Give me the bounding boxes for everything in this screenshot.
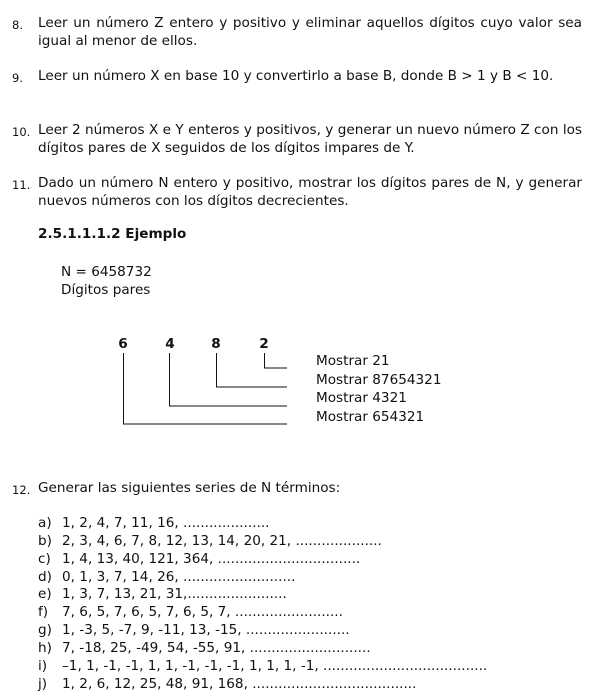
series-dots: ......................... bbox=[234, 604, 343, 620]
exercise-number: 9. bbox=[12, 71, 23, 85]
series-item bbox=[38, 585, 287, 603]
series-dots: ....................... bbox=[187, 586, 287, 602]
series-dots: ...................................... bbox=[252, 676, 417, 692]
series-text: 7, -18, 25, -49, 54, -55, 91, bbox=[62, 640, 246, 656]
series-text: –1, 1, -1, -1, 1, 1, -1, -1, -1, 1, 1, 1, -1, bbox=[62, 658, 319, 674]
exercise-number: 8. bbox=[12, 18, 23, 32]
series-item bbox=[38, 550, 360, 568]
series-dots: ............................ bbox=[249, 640, 371, 656]
digit-2: 2 bbox=[259, 336, 269, 352]
series-label: j) bbox=[38, 676, 48, 692]
series-item bbox=[38, 603, 343, 621]
series-item bbox=[38, 675, 416, 693]
example-heading: 2.5.1.1.1.2 Ejemplo bbox=[38, 226, 187, 242]
series-text: 1, 2, 4, 7, 11, 16, bbox=[62, 515, 179, 531]
connector-line-2 bbox=[265, 353, 288, 368]
series-text: 0, 1, 3, 7, 14, 26, bbox=[62, 569, 179, 585]
exercise-text: Leer un número Z entero y positivo y eliminar aquellos dígitos cuyo valor sea igual al menor de ellos. bbox=[38, 15, 582, 49]
series-text: 1, 3, 7, 13, 21, 31, bbox=[62, 586, 188, 602]
series-dots: .......................... bbox=[183, 569, 296, 585]
example-n-value: N = 6458732 bbox=[61, 264, 152, 280]
digit-8: 8 bbox=[211, 336, 221, 352]
series-label: e) bbox=[38, 586, 52, 602]
exercise-number: 11. bbox=[12, 178, 31, 192]
series-label: c) bbox=[38, 551, 51, 567]
digit-6: 6 bbox=[118, 336, 128, 352]
output-line: Mostrar 87654321 bbox=[316, 372, 442, 388]
series-label: d) bbox=[38, 569, 52, 585]
exercise-text: Leer 2 números X e Y enteros y positivos, y generar un nuevo número Z con los dígitos pares de X seguidos de los dígitos impares de Y. bbox=[38, 122, 582, 156]
digit-4: 4 bbox=[165, 336, 175, 352]
series-text: 1, 4, 13, 40, 121, 364, bbox=[62, 551, 214, 567]
exercise-text: Leer un número X en base 10 y convertirlo a base B, donde B > 1 y B < 10. bbox=[38, 68, 554, 84]
example-subtitle: Dígitos pares bbox=[61, 282, 151, 298]
exercise-number: 12. bbox=[12, 483, 31, 497]
exercise-text: Generar las siguientes series de N términos: bbox=[38, 480, 341, 496]
series-text: 1, -3, 5, -7, 9, -11, 13, -15, bbox=[62, 622, 242, 638]
output-line: Mostrar 654321 bbox=[316, 409, 425, 425]
series-item bbox=[38, 621, 350, 639]
series-item bbox=[38, 568, 295, 586]
series-dots: .................... bbox=[295, 533, 382, 549]
series-item bbox=[38, 657, 487, 675]
series-dots: .................... bbox=[183, 515, 270, 531]
series-label: a) bbox=[38, 515, 52, 531]
series-text: 7, 6, 5, 7, 6, 5, 7, 6, 5, 7, bbox=[62, 604, 231, 620]
series-label: b) bbox=[38, 533, 52, 549]
series-dots: ...................................... bbox=[323, 658, 488, 674]
series-label: f) bbox=[38, 604, 49, 620]
series-dots: ........................ bbox=[245, 622, 350, 638]
series-text: 2, 3, 4, 6, 7, 8, 12, 13, 14, 20, 21, bbox=[62, 533, 292, 549]
series-item bbox=[38, 639, 371, 657]
series-label: i) bbox=[38, 658, 48, 674]
series-label: g) bbox=[38, 622, 52, 638]
exercise-text: Dado un número N entero y positivo, mostrar los dígitos pares de N, y generar nuevos números con los dígitos decrecientes. bbox=[38, 175, 582, 209]
exercise-number: 10. bbox=[12, 125, 31, 139]
series-item bbox=[38, 514, 269, 532]
series-text: 1, 2, 6, 12, 25, 48, 91, 168, bbox=[62, 676, 248, 692]
connector-line-4 bbox=[170, 353, 288, 406]
output-line: Mostrar 21 bbox=[316, 353, 390, 369]
output-line: Mostrar 4321 bbox=[316, 390, 407, 406]
series-item bbox=[38, 532, 382, 550]
connector-line-8 bbox=[217, 353, 288, 387]
series-label: h) bbox=[38, 640, 52, 656]
series-dots: ................................. bbox=[217, 551, 361, 567]
connector-line-6 bbox=[124, 353, 288, 424]
